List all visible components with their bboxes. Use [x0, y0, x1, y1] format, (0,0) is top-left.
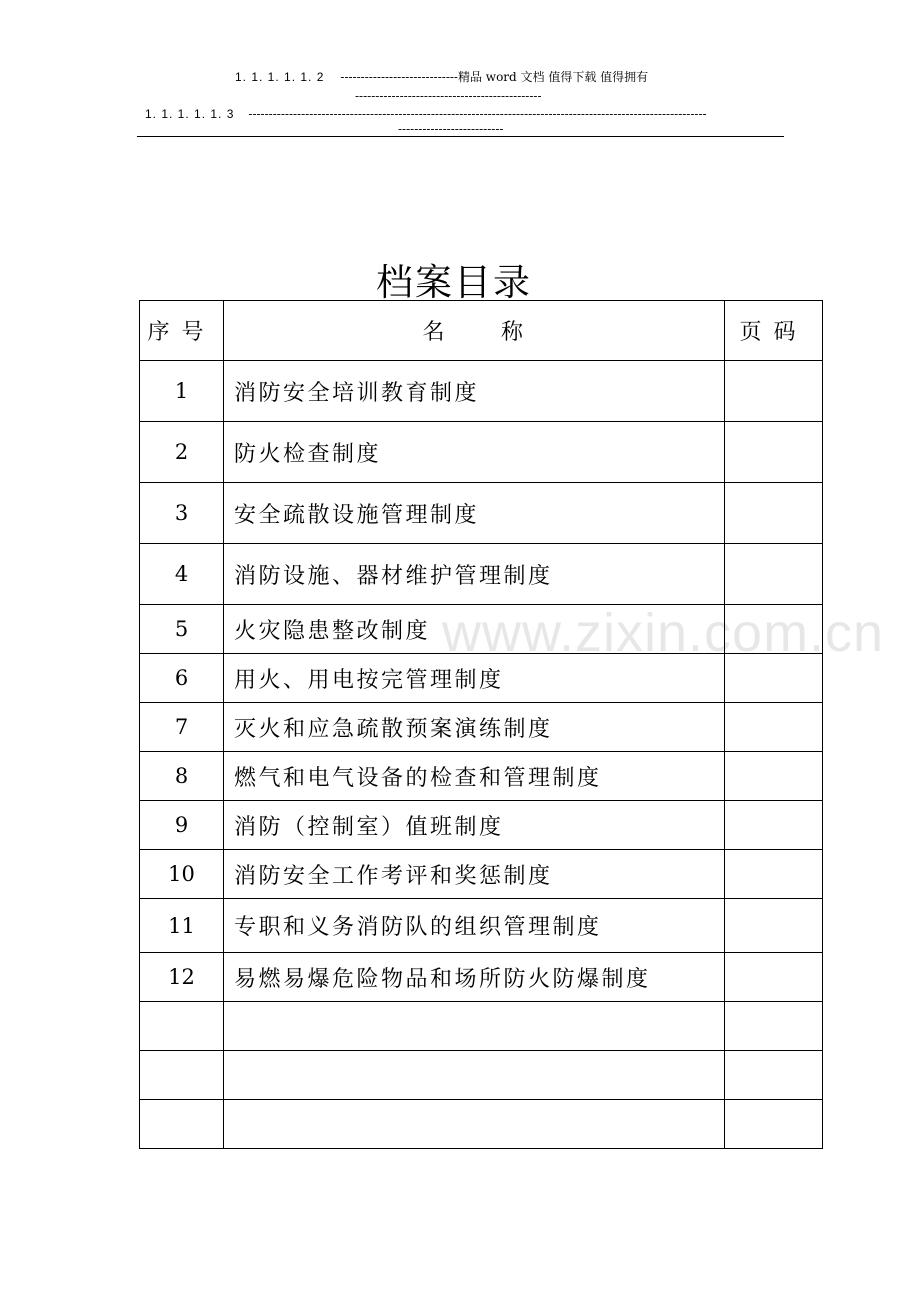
- table-row: [140, 899, 823, 953]
- header-rule: [137, 136, 784, 137]
- row-name: 消防安全培训教育制度: [224, 361, 725, 422]
- row-index: 6: [140, 654, 224, 703]
- row-index: 12: [140, 953, 224, 1002]
- header-text-2: -----------------------------------------------------------------------------------------------------------------: [248, 107, 707, 121]
- row-name: 燃气和电气设备的检查和管理制度: [224, 752, 725, 801]
- row-page: [725, 361, 823, 422]
- table-row: [140, 1051, 823, 1100]
- row-name: 专职和义务消防队的组织管理制度: [224, 899, 725, 953]
- row-index: 1: [140, 361, 224, 422]
- row-name: 用火、用电按完管理制度: [224, 654, 725, 703]
- row-name: [224, 1051, 725, 1100]
- row-index: 5: [140, 605, 224, 654]
- row-index: 4: [140, 544, 224, 605]
- header-line-1-continuation: ----------------------------------------------: [355, 89, 542, 103]
- table-row: [140, 703, 823, 752]
- header-line-2-continuation: --------------------------: [398, 122, 504, 136]
- row-index: 10: [140, 850, 224, 899]
- row-name: 消防安全工作考评和奖惩制度: [224, 850, 725, 899]
- row-name: 消防设施、器材维护管理制度: [224, 544, 725, 605]
- table-row: [140, 953, 823, 1002]
- page-title: 档案目录: [376, 261, 532, 304]
- row-page: [725, 422, 823, 483]
- header-line-1: [235, 70, 648, 84]
- table-row: [140, 1100, 823, 1149]
- header-line-2: [145, 107, 707, 121]
- table-row: [140, 1002, 823, 1051]
- header-name-right: 称: [501, 320, 526, 345]
- row-name: [224, 1002, 725, 1051]
- header-name: [224, 301, 725, 361]
- row-name: 灭火和应急疏散预案演练制度: [224, 703, 725, 752]
- row-page: [725, 752, 823, 801]
- row-page: [725, 1002, 823, 1051]
- row-index: 8: [140, 752, 224, 801]
- row-page: [725, 703, 823, 752]
- row-index: 3: [140, 483, 224, 544]
- table-row: [140, 483, 823, 544]
- row-index: 2: [140, 422, 224, 483]
- row-page: [725, 1051, 823, 1100]
- table-row: [140, 801, 823, 850]
- row-name: 防火检查制度: [224, 422, 725, 483]
- row-page: [725, 544, 823, 605]
- row-page: [725, 850, 823, 899]
- table-row: [140, 752, 823, 801]
- row-name: 消防（控制室）值班制度: [224, 801, 725, 850]
- row-page: [725, 953, 823, 1002]
- table-row: [140, 361, 823, 422]
- table-header-row: [140, 301, 823, 361]
- table-row: [140, 850, 823, 899]
- row-page: [725, 801, 823, 850]
- table-row: [140, 422, 823, 483]
- catalog-table: [139, 300, 823, 1149]
- header-text-1: -----------------------------精品 word 文档 值得下载 值得拥有: [340, 70, 649, 84]
- row-name: 火灾隐患整改制度: [224, 605, 725, 654]
- row-index: 7: [140, 703, 224, 752]
- row-index: [140, 1051, 224, 1100]
- row-index: 9: [140, 801, 224, 850]
- row-name: [224, 1100, 725, 1149]
- header-number-1: 1. 1. 1. 1. 1. 2: [235, 70, 325, 84]
- header-name-left: 名: [422, 320, 447, 345]
- row-page: [725, 899, 823, 953]
- header-index: 序号: [140, 301, 224, 361]
- row-index: 11: [140, 899, 224, 953]
- header-number-2: 1. 1. 1. 1. 1. 3: [145, 107, 235, 121]
- row-page: [725, 1100, 823, 1149]
- header-page: 页码: [725, 301, 823, 361]
- row-name: 安全疏散设施管理制度: [224, 483, 725, 544]
- watermark: www.zixin.com.cn: [442, 603, 885, 663]
- table-row: [140, 544, 823, 605]
- row-page: [725, 483, 823, 544]
- row-index: [140, 1002, 224, 1051]
- row-index: [140, 1100, 224, 1149]
- row-name: 易燃易爆危险物品和场所防火防爆制度: [224, 953, 725, 1002]
